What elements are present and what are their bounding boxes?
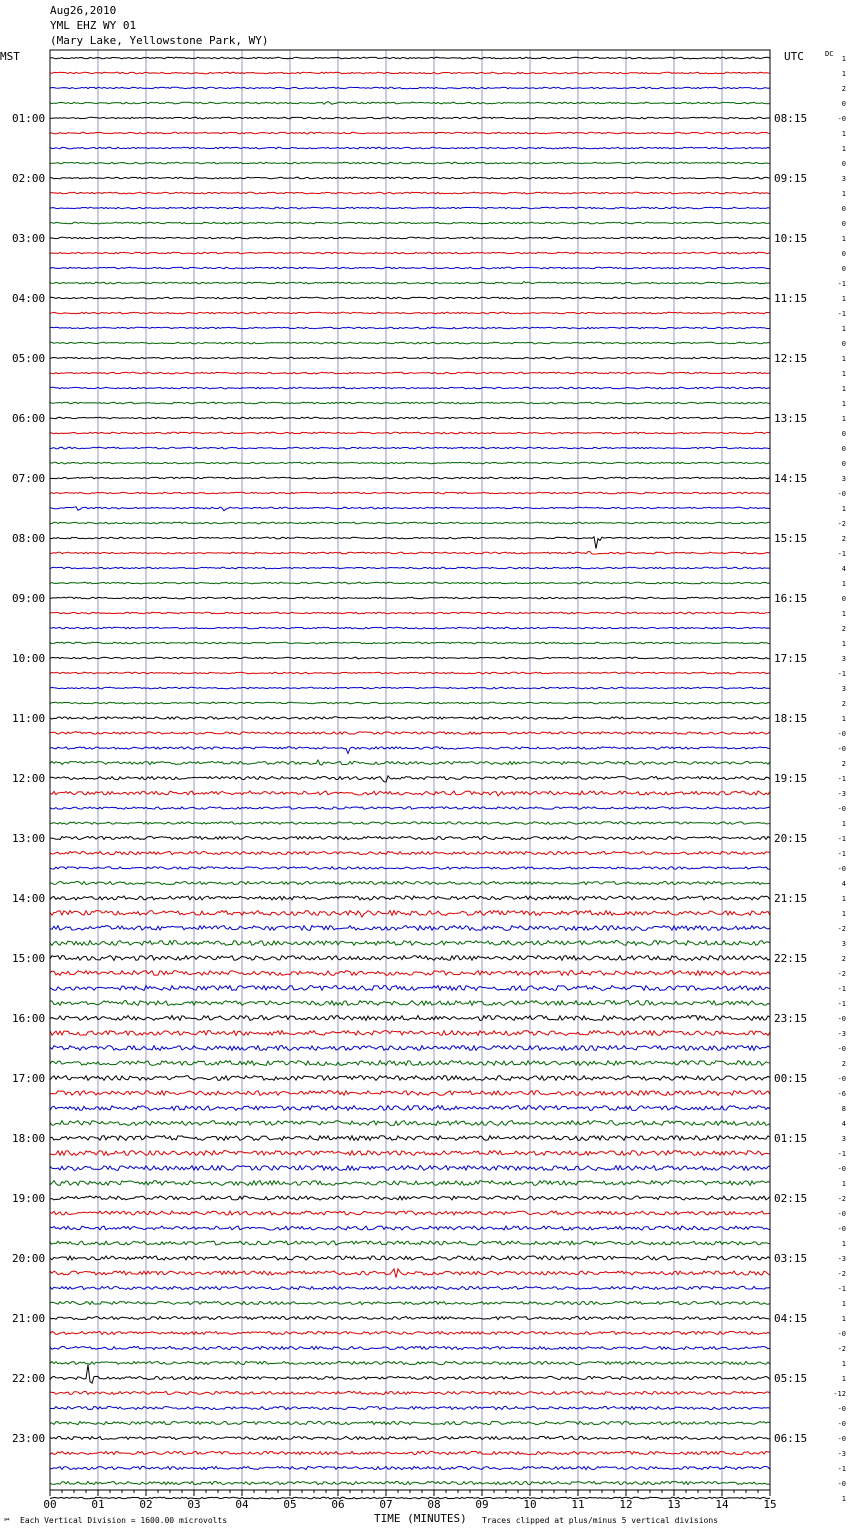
trace-line-86 [50, 1346, 770, 1349]
trace-line-26 [50, 447, 770, 449]
x-tick-label: 07 [379, 1498, 393, 1511]
dc-offset-value: -0 [837, 1480, 846, 1488]
trace-line-45 [50, 732, 770, 734]
utc-hour-label: 00:15 [774, 1072, 808, 1085]
mst-hour-label: 05:00 [12, 352, 46, 365]
dc-offset-labels [833, 55, 846, 1503]
trace-line-1 [50, 72, 770, 74]
dc-offset-value: 3 [841, 175, 846, 183]
mst-hour-label: 22:00 [12, 1372, 46, 1385]
mst-hour-label: 13:00 [12, 832, 46, 845]
mst-hour-label: 10:00 [12, 652, 46, 665]
trace-line-39 [50, 642, 770, 644]
trace-line-34 [50, 567, 770, 569]
mst-hour-label: 18:00 [12, 1132, 46, 1145]
trace-line-77 [50, 1211, 770, 1215]
dc-offset-value: -0 [837, 865, 846, 873]
x-tick-label: 05 [283, 1498, 297, 1511]
trace-line-35 [50, 582, 770, 584]
trace-line-0 [50, 57, 770, 59]
trace-line-29 [50, 492, 770, 494]
dc-offset-value: 1 [841, 145, 846, 153]
dc-offset-value: 0 [841, 340, 846, 348]
trace-line-84 [50, 1316, 770, 1319]
mst-hour-label: 07:00 [12, 472, 46, 485]
trace-line-17 [50, 312, 770, 314]
trace-line-81 [50, 1269, 770, 1278]
x-tick-label: 08 [427, 1498, 441, 1511]
x-tick-label: 04 [235, 1498, 249, 1511]
x-tick-label: 13 [667, 1498, 681, 1511]
dc-offset-value: 4 [841, 565, 846, 573]
trace-line-72 [50, 1136, 770, 1141]
trace-line-61 [50, 971, 770, 976]
mst-hour-label: 04:00 [12, 292, 46, 305]
dc-offset-value: 1 [841, 415, 846, 423]
trace-line-11 [50, 222, 770, 224]
dc-offset-value: 1 [841, 400, 846, 408]
trace-line-50 [50, 807, 770, 809]
trace-line-43 [50, 702, 770, 704]
utc-hour-label: 01:15 [774, 1132, 808, 1145]
trace-line-41 [50, 672, 770, 674]
trace-line-10 [50, 207, 770, 209]
dc-offset-value: 1 [841, 1300, 846, 1308]
trace-line-30 [50, 507, 770, 511]
dc-offset-value: 8 [841, 1105, 846, 1113]
trace-line-76 [50, 1196, 770, 1200]
trace-line-9 [50, 192, 770, 194]
x-tick-label: 10 [523, 1498, 537, 1511]
dc-offset-value: 1 [841, 55, 846, 63]
dc-offset-value: 1 [841, 1240, 846, 1248]
trace-line-13 [50, 252, 770, 254]
dc-offset-value: -1 [837, 1000, 846, 1008]
x-tick-label: 02 [139, 1498, 153, 1511]
trace-line-51 [50, 822, 770, 824]
dc-offset-value: -2 [837, 1345, 846, 1353]
trace-line-70 [50, 1106, 770, 1111]
trace-line-59 [50, 940, 770, 945]
dc-offset-value: 1 [841, 1180, 846, 1188]
utc-hour-label: 03:15 [774, 1252, 808, 1265]
dc-offset-value: 1 [841, 130, 846, 138]
dc-offset-value: 0 [841, 460, 846, 468]
utc-hour-label: 12:15 [774, 352, 808, 365]
trace-line-15 [50, 281, 770, 283]
trace-line-3 [50, 102, 770, 105]
utc-hour-label: 16:15 [774, 592, 808, 605]
mst-hour-label: 19:00 [12, 1192, 46, 1205]
dc-offset-value: -1 [837, 670, 846, 678]
dc-offset-value: 1 [841, 715, 846, 723]
dc-offset-value: -1 [837, 835, 846, 843]
trace-line-8 [50, 177, 770, 179]
footer-clip-note: Traces clipped at plus/minus 5 vertical divisions [482, 1516, 719, 1525]
trace-line-31 [50, 522, 770, 524]
dc-offset-value: -0 [837, 490, 846, 498]
dc-offset-value: -1 [837, 1150, 846, 1158]
trace-line-19 [50, 342, 770, 344]
trace-line-90 [50, 1406, 770, 1409]
trace-line-4 [50, 117, 770, 119]
utc-hour-label: 11:15 [774, 292, 808, 305]
trace-line-18 [50, 327, 770, 329]
x-tick-label: 09 [475, 1498, 489, 1511]
trace-line-88 [50, 1365, 770, 1383]
mst-hour-label: 20:00 [12, 1252, 46, 1265]
x-tick-label: 11 [571, 1498, 585, 1511]
trace-line-21 [50, 372, 770, 374]
trace-line-5 [50, 132, 770, 134]
dc-offset-value: -0 [837, 1075, 846, 1083]
dc-offset-value: -0 [837, 805, 846, 813]
dc-offset-value: -1 [837, 1285, 846, 1293]
trace-line-79 [50, 1241, 770, 1245]
dc-offset-value: -0 [837, 1435, 846, 1443]
dc-offset-value: 0 [841, 100, 846, 108]
plot-date: Aug26,2010 [50, 4, 117, 17]
dc-offset-value: 1 [841, 370, 846, 378]
station-location: (Mary Lake, Yellowstone Park, WY) [50, 34, 269, 47]
trace-line-73 [50, 1151, 770, 1156]
dc-offset-value: -0 [837, 1225, 846, 1233]
trace-line-56 [50, 896, 770, 900]
utc-hour-label: 23:15 [774, 1012, 808, 1025]
dc-offset-value: -0 [837, 1165, 846, 1173]
utc-hour-label: 21:15 [774, 892, 808, 905]
trace-line-74 [50, 1166, 770, 1171]
trace-line-68 [50, 1076, 770, 1081]
mst-hour-label: 03:00 [12, 232, 46, 245]
utc-hour-label: 17:15 [774, 652, 808, 665]
dc-offset-value: -3 [837, 1030, 846, 1038]
trace-line-20 [50, 357, 770, 359]
dc-offset-value: 1 [841, 325, 846, 333]
station-id: YML EHZ WY 01 [50, 19, 137, 32]
mst-hour-label: 16:00 [12, 1012, 46, 1025]
dc-offset-value: 0 [841, 595, 846, 603]
trace-line-12 [50, 237, 770, 239]
dc-offset-value: 1 [841, 820, 846, 828]
dc-offset-value: -12 [833, 1390, 846, 1398]
trace-line-67 [50, 1061, 770, 1066]
trace-line-78 [50, 1226, 770, 1230]
trace-line-55 [50, 881, 770, 884]
dc-offset-value: 1 [841, 385, 846, 393]
trace-line-27 [50, 462, 770, 464]
x-tick-label: 06 [331, 1498, 345, 1511]
trace-line-52 [50, 836, 770, 839]
mst-axis-label: MST [0, 50, 20, 63]
utc-hour-label: 09:15 [774, 172, 808, 185]
dc-offset-value: 2 [841, 760, 846, 768]
trace-line-33 [50, 552, 770, 555]
dc-offset-value: -3 [837, 1450, 846, 1458]
trace-line-6 [50, 147, 770, 149]
mst-hour-label: 11:00 [12, 712, 46, 725]
trace-line-87 [50, 1361, 770, 1364]
dc-offset-value: -1 [837, 310, 846, 318]
trace-line-57 [50, 911, 770, 918]
dc-offset-value: 0 [841, 160, 846, 168]
dc-offset-value: 1 [841, 1375, 846, 1383]
trace-line-38 [50, 627, 770, 629]
dc-offset-value: 0 [841, 205, 846, 213]
dc-offset-value: 3 [841, 685, 846, 693]
trace-line-23 [50, 402, 770, 404]
utc-hour-label: 04:15 [774, 1312, 808, 1325]
dc-offset-value: 0 [841, 220, 846, 228]
dc-offset-value: 1 [841, 1360, 846, 1368]
utc-hour-label: 22:15 [774, 952, 808, 965]
dc-offset-value: 0 [841, 445, 846, 453]
trace-line-58 [50, 926, 770, 931]
trace-group [50, 57, 770, 1499]
dc-offset-value: 2 [841, 625, 846, 633]
trace-line-71 [50, 1121, 770, 1126]
trace-line-96 [50, 1497, 770, 1499]
mst-hour-label: 21:00 [12, 1312, 46, 1325]
trace-line-47 [50, 760, 770, 765]
mst-hour-label: 14:00 [12, 892, 46, 905]
dc-offset-value: -1 [837, 280, 846, 288]
trace-line-83 [50, 1301, 770, 1304]
dc-offset-value: -2 [837, 520, 846, 528]
dc-offset-value: 1 [841, 505, 846, 513]
dc-offset-value: -1 [837, 550, 846, 558]
trace-line-32 [50, 537, 770, 549]
x-tick-label: 00 [43, 1498, 57, 1511]
dc-offset-value: 0 [841, 430, 846, 438]
dc-offset-value: 0 [841, 250, 846, 258]
utc-hour-label: 02:15 [774, 1192, 808, 1205]
trace-line-93 [50, 1451, 770, 1454]
trace-line-91 [50, 1421, 770, 1424]
x-tick-label: 14 [715, 1498, 729, 1511]
mst-hour-label: 23:00 [12, 1432, 46, 1445]
trace-line-25 [50, 432, 770, 434]
trace-line-94 [50, 1466, 770, 1469]
x-axis-ticks [43, 1490, 776, 1511]
dc-offset-value: -6 [837, 1090, 846, 1098]
dc-column-label: DC [825, 50, 834, 58]
utc-hour-label: 08:15 [774, 112, 808, 125]
x-tick-label: 12 [619, 1498, 633, 1511]
trace-line-14 [50, 267, 770, 269]
utc-hour-label: 10:15 [774, 232, 808, 245]
dc-offset-value: -3 [837, 790, 846, 798]
utc-hour-labels [774, 112, 807, 1445]
dc-offset-value: 2 [841, 700, 846, 708]
mst-hour-label: 01:00 [12, 112, 46, 125]
dc-offset-value: 1 [841, 1495, 846, 1503]
utc-hour-label: 05:15 [774, 1372, 808, 1385]
dc-offset-value: 2 [841, 535, 846, 543]
mst-hour-label: 15:00 [12, 952, 46, 965]
dc-offset-value: -1 [837, 985, 846, 993]
trace-line-46 [50, 747, 770, 754]
x-tick-label: 01 [91, 1498, 105, 1511]
dc-offset-value: -0 [837, 1045, 846, 1053]
dc-offset-value: -1 [837, 850, 846, 858]
dc-offset-value: 4 [841, 1120, 846, 1128]
dc-offset-value: -1 [837, 1465, 846, 1473]
trace-line-75 [50, 1181, 770, 1186]
dc-offset-value: -0 [837, 1210, 846, 1218]
x-tick-label: 03 [187, 1498, 201, 1511]
utc-hour-label: 20:15 [774, 832, 808, 845]
trace-line-69 [50, 1091, 770, 1096]
dc-offset-value: 2 [841, 85, 846, 93]
dc-offset-value: 3 [841, 940, 846, 948]
dc-offset-value: 0 [841, 265, 846, 273]
dc-offset-value: 1 [841, 235, 846, 243]
dc-offset-value: -0 [837, 115, 846, 123]
trace-line-53 [50, 851, 770, 854]
trace-line-64 [50, 1016, 770, 1021]
utc-hour-label: 06:15 [774, 1432, 808, 1445]
trace-line-16 [50, 297, 770, 299]
trace-line-40 [50, 657, 770, 659]
dc-offset-value: 1 [841, 355, 846, 363]
trace-line-89 [50, 1391, 770, 1394]
dc-offset-value: 1 [841, 610, 846, 618]
dc-offset-value: -2 [837, 970, 846, 978]
utc-hour-label: 15:15 [774, 532, 808, 545]
dc-offset-value: -3 [837, 1255, 846, 1263]
trace-line-49 [50, 791, 770, 796]
trace-line-22 [50, 387, 770, 389]
dc-offset-value: -2 [837, 1195, 846, 1203]
trace-line-7 [50, 162, 770, 164]
utc-axis-label: UTC [784, 50, 804, 63]
dc-offset-value: 2 [841, 955, 846, 963]
trace-line-65 [50, 1031, 770, 1036]
dc-offset-value: 1 [841, 70, 846, 78]
trace-line-42 [50, 687, 770, 689]
trace-line-54 [50, 867, 770, 869]
trace-line-85 [50, 1331, 770, 1334]
trace-line-82 [50, 1286, 770, 1289]
dc-offset-value: -0 [837, 1420, 846, 1428]
dc-offset-value: 1 [841, 910, 846, 918]
utc-hour-label: 13:15 [774, 412, 808, 425]
trace-line-28 [50, 477, 770, 479]
footer-scale-note: Each Vertical Division = 1600.00 microvolts [20, 1516, 228, 1525]
dc-offset-value: -0 [837, 1330, 846, 1338]
trace-line-92 [50, 1436, 770, 1439]
utc-hour-label: 14:15 [774, 472, 808, 485]
dc-offset-value: -2 [837, 1270, 846, 1278]
dc-offset-value: 2 [841, 1060, 846, 1068]
mst-hour-labels [12, 112, 45, 1445]
trace-line-48 [50, 776, 770, 782]
dc-offset-value: 3 [841, 1135, 846, 1143]
dc-offset-value: 1 [841, 580, 846, 588]
trace-line-95 [50, 1481, 770, 1484]
x-tick-label: 15 [763, 1498, 777, 1511]
dc-offset-value: 3 [841, 475, 846, 483]
trace-line-60 [50, 956, 770, 961]
mst-hour-label: 09:00 [12, 592, 46, 605]
dc-offset-value: 1 [841, 190, 846, 198]
dc-offset-value: -2 [837, 925, 846, 933]
trace-line-37 [50, 612, 770, 614]
trace-line-2 [50, 87, 770, 89]
trace-line-62 [50, 986, 770, 991]
dc-offset-value: 1 [841, 295, 846, 303]
trace-line-80 [50, 1256, 770, 1260]
mst-hour-label: 02:00 [12, 172, 46, 185]
mst-hour-label: 12:00 [12, 772, 46, 785]
utc-hour-label: 18:15 [774, 712, 808, 725]
trace-line-66 [50, 1046, 770, 1051]
trace-line-24 [50, 417, 770, 419]
dc-offset-value: 3 [841, 655, 846, 663]
footer-mark: ℠ [3, 1517, 12, 1526]
dc-offset-value: -0 [837, 730, 846, 738]
dc-offset-value: -0 [837, 1405, 846, 1413]
trace-line-44 [50, 717, 770, 719]
dc-offset-value: 1 [841, 640, 846, 648]
mst-hour-label: 17:00 [12, 1072, 46, 1085]
dc-offset-value: 1 [841, 895, 846, 903]
dc-offset-value: -0 [837, 1015, 846, 1023]
dc-offset-value: -1 [837, 775, 846, 783]
mst-hour-label: 06:00 [12, 412, 46, 425]
trace-line-36 [50, 597, 770, 599]
trace-line-63 [50, 1001, 770, 1006]
dc-offset-value: 1 [841, 1315, 846, 1323]
mst-hour-label: 08:00 [12, 532, 46, 545]
dc-offset-value: -0 [837, 745, 846, 753]
x-axis-title: TIME (MINUTES) [374, 1512, 467, 1525]
utc-hour-label: 19:15 [774, 772, 808, 785]
dc-offset-value: 4 [841, 880, 846, 888]
